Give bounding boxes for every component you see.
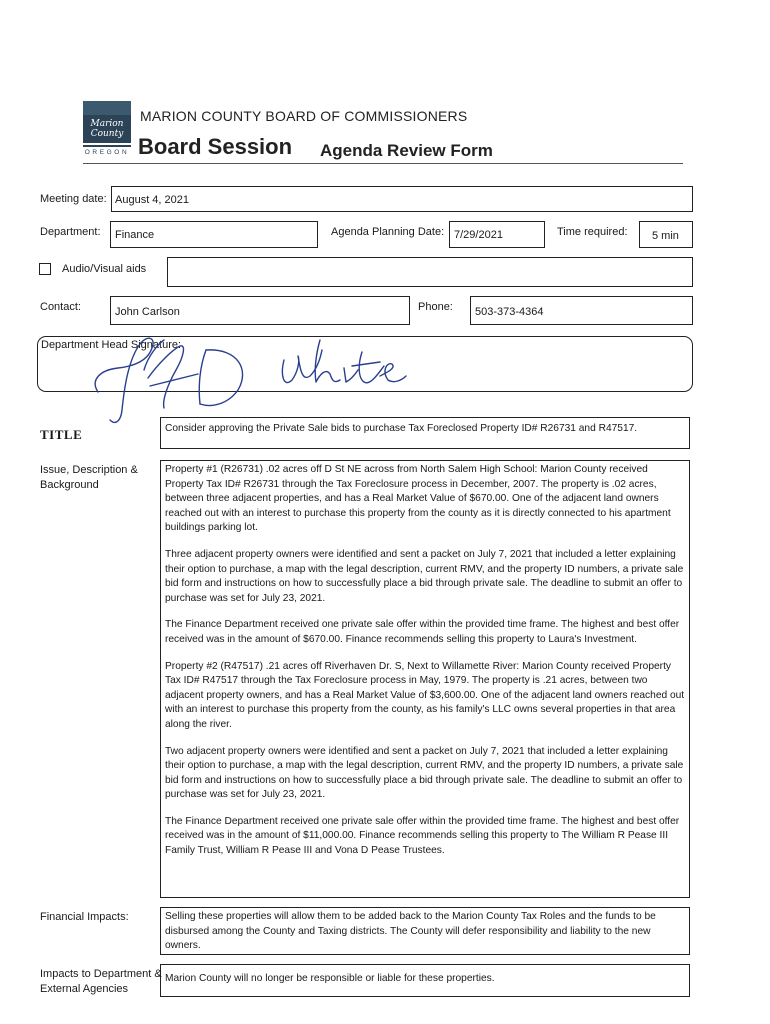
- contact-field[interactable]: [110, 296, 410, 325]
- meeting-date-field[interactable]: [111, 186, 693, 212]
- org-name: MARION COUNTY BOARD OF COMMISSIONERS: [140, 108, 468, 124]
- agenda-planning-date-value: 7/29/2021: [454, 229, 503, 241]
- phone-value: 503-373-4364: [475, 306, 544, 318]
- time-required-label: Time required:: [557, 226, 628, 238]
- agenda-planning-date-label: Agenda Planning Date:: [331, 226, 445, 238]
- form-subtitle: Agenda Review Form: [320, 141, 493, 160]
- logo-wordmark: Marion County: [83, 115, 131, 143]
- logo-divider: [83, 145, 131, 147]
- title-box: [160, 417, 690, 449]
- background-paragraph: The Finance Department received one private sale offer within the provided time frame. The highest and best offer received was in the amount of $670.00. Finance recommends selling this property to Laura's Investment.: [165, 619, 680, 645]
- meeting-date-label: Meeting date:: [40, 193, 107, 205]
- signature-label: Department Head Signature:: [41, 339, 182, 351]
- financial-impacts-label: Financial Impacts:: [40, 911, 129, 923]
- contact-value: John Carlson: [115, 306, 180, 318]
- financial-impacts-box: [160, 907, 690, 955]
- mountain-icon: [83, 101, 131, 115]
- agenda-planning-date-field[interactable]: [449, 221, 545, 248]
- meeting-date-value: August 4, 2021: [115, 194, 190, 206]
- time-required-field[interactable]: [639, 221, 693, 248]
- background-paragraph: Three adjacent property owners were identified and sent a packet on July 7, 2021 that included a letter explaining their option to purchase, a map with the legal description, current RMV, and the property ID numbers, a private sale bid form and instructions on how to successfully place a bid through private sale. The deadline to submit an offer to purchase was set for July 23, 2021.: [165, 548, 684, 604]
- impacts-label: Impacts to Department & External Agencies: [40, 968, 162, 995]
- department-value: Finance: [115, 229, 155, 241]
- audio-visual-checkbox[interactable]: [39, 263, 51, 275]
- phone-label: Phone:: [418, 301, 453, 313]
- background-box: [160, 460, 690, 898]
- time-required-value: 5 min: [652, 230, 679, 242]
- background-paragraph: Property #1 (R26731) .02 acres off D St NE across from North Salem High School: Marion County received Property Tax ID# R26731 through the Tax Foreclosure process in December, 2007. The property is .02 acres, between three adjacent properties, and has a Real Market Value of $670.00. One of the adjacent land owners reached out with an interest to purchase this property from the county as it is directly connected to his apartment buildings parking lot.: [165, 464, 671, 534]
- logo-state: OREGON: [84, 149, 130, 156]
- header-rule: [83, 163, 683, 164]
- financial-impacts-text: Selling these properties will allow them to be added back to the Marion County Tax Roles and the funds to be disbursed among the County and Taxing districts. The County will defer responsibility and liability to the new owners.: [165, 911, 656, 952]
- form-title: Board Session: [138, 134, 293, 159]
- department-label: Department:: [40, 226, 101, 238]
- audio-visual-label: Audio/Visual aids: [62, 263, 147, 275]
- background-paragraph: Two adjacent property owners were identified and sent a packet on July 7, 2021 that included a letter explaining their option to purchase, a map with the legal description, current RMV, and the property ID numbers, a private sale bid form and instructions on how to successfully place a bid through private sale. The deadline to submit an offer to purchase was set for July 23, 2021.: [165, 745, 684, 801]
- department-field[interactable]: [110, 221, 318, 248]
- title-text: Consider approving the Private Sale bids to purchase Tax Foreclosed Property ID# R26731 and R47517.: [165, 423, 638, 434]
- background-paragraph: The Finance Department received one private sale offer within the provided time frame. The highest and best offer received was in the amount of $11,000.00. Finance recommends selling this property to The William R Pease III Family Trust, William R Pease III and Vona D Pease Trustees.: [165, 815, 680, 857]
- handwritten-signature: [88, 330, 408, 430]
- marion-county-logo: [83, 101, 131, 158]
- impacts-box: [160, 964, 690, 997]
- audio-visual-field[interactable]: [167, 257, 693, 287]
- contact-label: Contact:: [40, 301, 81, 313]
- title-label: TITLE: [40, 427, 83, 442]
- phone-field[interactable]: [470, 296, 693, 325]
- background-label: Issue, Description & Background: [40, 464, 138, 491]
- impacts-text: Marion County will no longer be responsible or liable for these properties.: [165, 973, 495, 984]
- background-paragraph: Property #2 (R47517) .21 acres off Riverhaven Dr. S, Next to Willamette River: Marion County received Property Tax ID# R47517 through the Tax Foreclosure process in May, 1979. The property is .21 acres, between two adjacent property owners, and has a Real Market Value of $3,600.00. One of the adjacent land owners reached out with an interest to purchase this property from the county, as his family's LLC owns several properties in that area along the river.: [165, 660, 685, 730]
